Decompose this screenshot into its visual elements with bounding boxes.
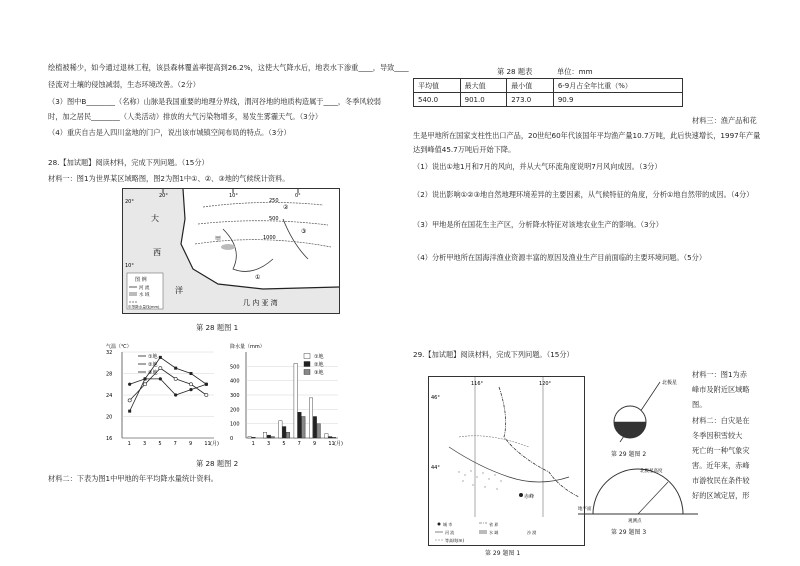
table-cell: 540.0 — [414, 93, 461, 107]
question-line: （4）重庆自古是入四川盆地的门户，说出该市城镇空间布局的特点。（3分） — [48, 128, 291, 137]
x-tick-label: 9 — [189, 441, 193, 447]
ocean-label: 大 — [151, 214, 159, 223]
lat-label: 44° — [431, 465, 440, 471]
x-tick-label: 3 — [143, 441, 147, 447]
y-tick-label: 100 — [230, 421, 240, 428]
data-bar — [263, 432, 267, 438]
x-tick-label: 1 — [127, 441, 131, 447]
west-africa-map — [122, 188, 340, 314]
jia-label: 甲 — [215, 236, 222, 243]
table-header: 6-9月占全年比重（%） — [553, 79, 682, 93]
data-bar — [294, 363, 298, 438]
sun-angle-diagram — [578, 464, 698, 526]
data-bar — [317, 424, 321, 438]
legend-label: ③地 — [148, 370, 158, 376]
material-3: 生是甲地所在国家支柱性出口产品，20世纪60年代该国年平均渔产量10.7万吨，此后快速增长，1997年产量 — [413, 131, 761, 140]
data-bar — [309, 398, 313, 438]
x-tick-label: 3 — [267, 441, 271, 447]
horizon-label: 地平面 — [578, 507, 592, 512]
legend-swatch — [304, 370, 310, 375]
y-tick-label: 200 — [230, 407, 240, 414]
figure-caption: 第 29 题图 3 — [611, 529, 647, 536]
legend-label: ②地 — [314, 362, 324, 368]
data-point — [128, 410, 131, 413]
x-tick-label: 11 — [204, 441, 211, 447]
data-point — [174, 377, 177, 380]
data-point — [190, 372, 193, 375]
paragraph-line: 绘植被稀少，如今通过退林工程，该县森林覆盖率提高到26.2%，这使大气降水后，地表水下渗重____，导致____ — [48, 63, 409, 72]
legend-swatch — [304, 354, 310, 359]
legend-swatch — [304, 362, 310, 367]
lon-label: 10° — [229, 193, 238, 199]
y-tick-label: 20 — [106, 414, 113, 421]
lon-label: 0° — [295, 193, 301, 199]
lon-label: 20° — [159, 193, 168, 199]
side-text: 材料二：白灾是在 — [692, 416, 750, 425]
data-point — [159, 367, 162, 370]
side-text: 好的区域定居，形 — [692, 491, 750, 500]
x-tick-label: 7 — [297, 441, 301, 447]
data-bar — [332, 437, 336, 438]
data-bar — [248, 437, 252, 438]
rainfall-table — [413, 78, 683, 107]
data-point — [128, 399, 131, 402]
legend-city: 城 市 — [443, 522, 453, 527]
data-bar — [286, 432, 290, 438]
material-3: 材料三：渔产品和花 — [692, 116, 757, 125]
isohyet-label: 1000 — [263, 235, 276, 241]
data-point — [143, 377, 146, 380]
x-axis-label: (月) — [210, 441, 219, 447]
y-tick-label: 400 — [230, 378, 240, 385]
material-1: 材料一：图1为世界某区域略图，图2为图1中①、②、③地的气候统计资料。 — [48, 174, 290, 183]
y-tick-label: 28 — [106, 371, 113, 378]
y-tick-label: 500 — [230, 364, 240, 371]
lat-label: 10° — [125, 263, 134, 269]
data-bar — [279, 421, 283, 438]
data-bar — [313, 417, 317, 439]
x-axis-label: (月) — [334, 441, 343, 447]
point-label: ③ — [301, 228, 307, 235]
table-unit: 单位：mm — [557, 67, 593, 76]
table-header: 平均值 — [414, 79, 461, 93]
x-tick-label: 9 — [313, 441, 317, 447]
sub-question: （2）说出影响①②③地自然地理环境差异的主要因素，从气候特征的角度，分析①地自然带的成因。（4分） — [413, 190, 754, 199]
data-point — [159, 356, 162, 359]
north-star-label: 北极星 — [662, 380, 678, 386]
side-text: 材料一：图1为赤 — [692, 370, 747, 379]
y-tick-label: 300 — [230, 393, 240, 399]
data-bar — [271, 437, 275, 438]
y-tick-label: 16 — [106, 436, 113, 442]
observer-label: 观测点 — [628, 519, 642, 524]
series-line — [130, 368, 207, 400]
lat-label: 20° — [125, 199, 134, 205]
lon-label: 116° — [471, 381, 484, 387]
figure-caption: 第 29 题图 2 — [611, 451, 647, 458]
data-point — [174, 393, 177, 396]
chart-title: 降水量（mm） — [230, 344, 265, 350]
y-tick-label: 32 — [106, 350, 113, 356]
isohyet-label: 500 — [269, 216, 279, 222]
data-point — [189, 388, 192, 391]
data-bar — [282, 427, 286, 438]
legend-label: ②地 — [148, 362, 158, 368]
ocean-label: 西 — [153, 248, 161, 257]
legend-boundary: 省 界 — [489, 522, 499, 527]
question-29-heading: 29.【加试题】阅读材料，完成下列问题。（15分） — [413, 350, 574, 359]
legend-contour: 等高线(m) — [445, 538, 465, 543]
side-text: 害。近年来，赤峰 — [692, 461, 750, 470]
precipitation-chart — [228, 340, 348, 452]
x-tick-label: 11 — [328, 441, 335, 447]
globe-diagram — [590, 372, 690, 452]
legend-water: 水 域 — [139, 293, 150, 298]
chart-title: 气温（℃） — [106, 344, 132, 350]
legend-label: ①地 — [314, 354, 324, 360]
data-bar — [252, 437, 256, 438]
question-line: 时，加之居民________（人类活动）排放的大气污染物增多，易发生雾霾天气。（3分） — [48, 112, 323, 121]
side-text: 峰市及附近区域略 — [692, 385, 750, 394]
sub-question: （4）分析甲地所在国海洋渔业资源丰富的原因及渔业生产目前面临的主要环境问题。（5分） — [413, 253, 707, 262]
table-cell: 273.0 — [507, 93, 554, 107]
zenith-label: 北极星高度 — [640, 469, 663, 474]
point-label: ① — [255, 274, 261, 281]
city-label: 赤峰 — [524, 494, 535, 500]
temperature-chart — [104, 340, 224, 452]
data-bar — [302, 417, 306, 439]
data-bar — [267, 435, 271, 438]
legend-river: 河 流 — [139, 286, 150, 291]
legend-water: 水 域 — [489, 530, 499, 535]
x-tick-label: 1 — [251, 441, 255, 447]
chifeng-map — [428, 376, 585, 546]
x-tick-label: 5 — [282, 441, 286, 447]
legend-label: ①地 — [148, 354, 158, 360]
data-point — [205, 383, 208, 386]
lon-label: 120° — [539, 381, 552, 387]
ocean-label: 洋 — [175, 286, 183, 295]
legend-title: 图 例 — [135, 277, 147, 283]
lat-label: 46° — [431, 395, 440, 401]
side-text: 市游牧民在条件较 — [692, 476, 750, 485]
data-point — [205, 393, 208, 396]
figure-caption: 第 29 题图 1 — [485, 550, 521, 557]
x-tick-label: 5 — [158, 441, 162, 447]
material-3: 达到峰值45.7万吨后开始下降。 — [413, 145, 516, 154]
series-line — [130, 357, 207, 411]
y-tick-label: 24 — [106, 393, 113, 399]
side-text: 冬季因积雪较大 — [692, 431, 743, 440]
x-tick-label: 7 — [173, 441, 177, 447]
figure-caption: 第 28 题图 1 — [196, 323, 239, 332]
table-cell: 90.9 — [553, 93, 682, 107]
data-bar — [298, 412, 302, 438]
data-point — [159, 377, 162, 380]
gulf-label: 几 内 亚 湾 — [243, 299, 278, 307]
side-text: 图。 — [692, 400, 707, 409]
sub-question: （3）甲地是所在国花生主产区，分析降水特征对该地农业生产的影响。（3分） — [413, 220, 663, 229]
legend-sand: 沙 漠 — [527, 530, 537, 535]
legend-river: 河 流 — [445, 530, 455, 535]
y-tick-label: 0 — [230, 436, 234, 442]
legend-label: ③地 — [314, 370, 324, 376]
data-bar — [325, 434, 329, 438]
legend-isohyet: 年等降水量线(mm) — [128, 305, 160, 309]
isohyet-label: 250 — [269, 198, 279, 204]
material-2: 材料二：下表为图1中甲地的年平均降水量统计资料。 — [48, 474, 218, 483]
point-label: ② — [283, 204, 289, 211]
question-line: （3）图中B________（名称）山脉是我国重要的地理分界线，渭河谷地的地质构造属于____，冬季风较弱 — [48, 97, 381, 106]
sub-question: （1）说出①地1月和7月的风向，并从大气环流角度说明7月风向成因。（3分） — [413, 162, 662, 171]
table-header: 最小值 — [507, 79, 554, 93]
table-cell: 901.0 — [460, 93, 507, 107]
table-title: 第 28 题表 — [497, 67, 533, 76]
data-point — [128, 383, 131, 386]
data-point — [174, 367, 177, 370]
paragraph-line: 径流对土壤的侵蚀减弱，生态环境改善。（2分） — [48, 80, 200, 89]
data-point — [189, 383, 192, 386]
side-text: 死亡的一种气象灾 — [692, 446, 750, 455]
data-point — [143, 383, 146, 386]
table-header: 最大值 — [460, 79, 507, 93]
question-28-heading: 28.【加试题】阅读材料，完成下列问题。（15分） — [48, 158, 209, 167]
figure-caption: 第 28 题图 2 — [196, 459, 239, 468]
data-bar — [328, 437, 332, 438]
